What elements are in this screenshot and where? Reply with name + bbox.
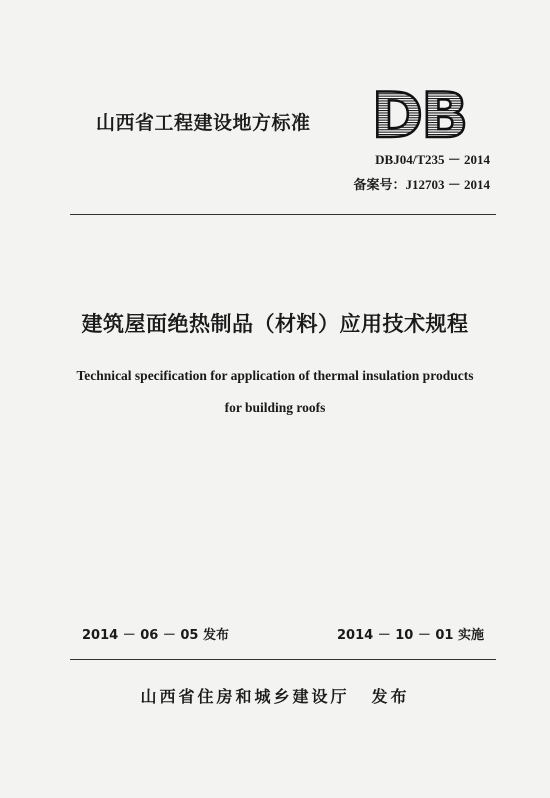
publisher-action: 发布 bbox=[371, 687, 410, 706]
db-logo-text: DB bbox=[371, 86, 467, 140]
db-logo bbox=[366, 86, 472, 140]
title-chinese: 建筑屋面绝热制品（材料）应用技术规程 bbox=[81, 312, 469, 336]
filing-value: J12703 － 2014 bbox=[405, 177, 490, 192]
implementation-date: 2014 － 10 － 01 实施 bbox=[337, 628, 484, 643]
footer-divider bbox=[70, 659, 496, 660]
filing-number bbox=[353, 174, 490, 193]
standard-category: 山西省工程建设地方标准 bbox=[96, 112, 311, 134]
title-english-line1: Technical specification for application of thermal insulation products bbox=[76, 368, 474, 383]
standard-number: DBJ04/T235 － 2014 bbox=[375, 152, 490, 167]
header-divider bbox=[70, 214, 496, 215]
filing-label: 备案号： bbox=[353, 178, 406, 193]
publisher bbox=[0, 684, 550, 707]
issue-date: 2014 － 06 － 05 发布 bbox=[82, 628, 229, 643]
title-english-line2: for building roofs bbox=[224, 400, 326, 415]
publisher-organization: 山西省住房和城乡建设厅 bbox=[140, 687, 350, 706]
